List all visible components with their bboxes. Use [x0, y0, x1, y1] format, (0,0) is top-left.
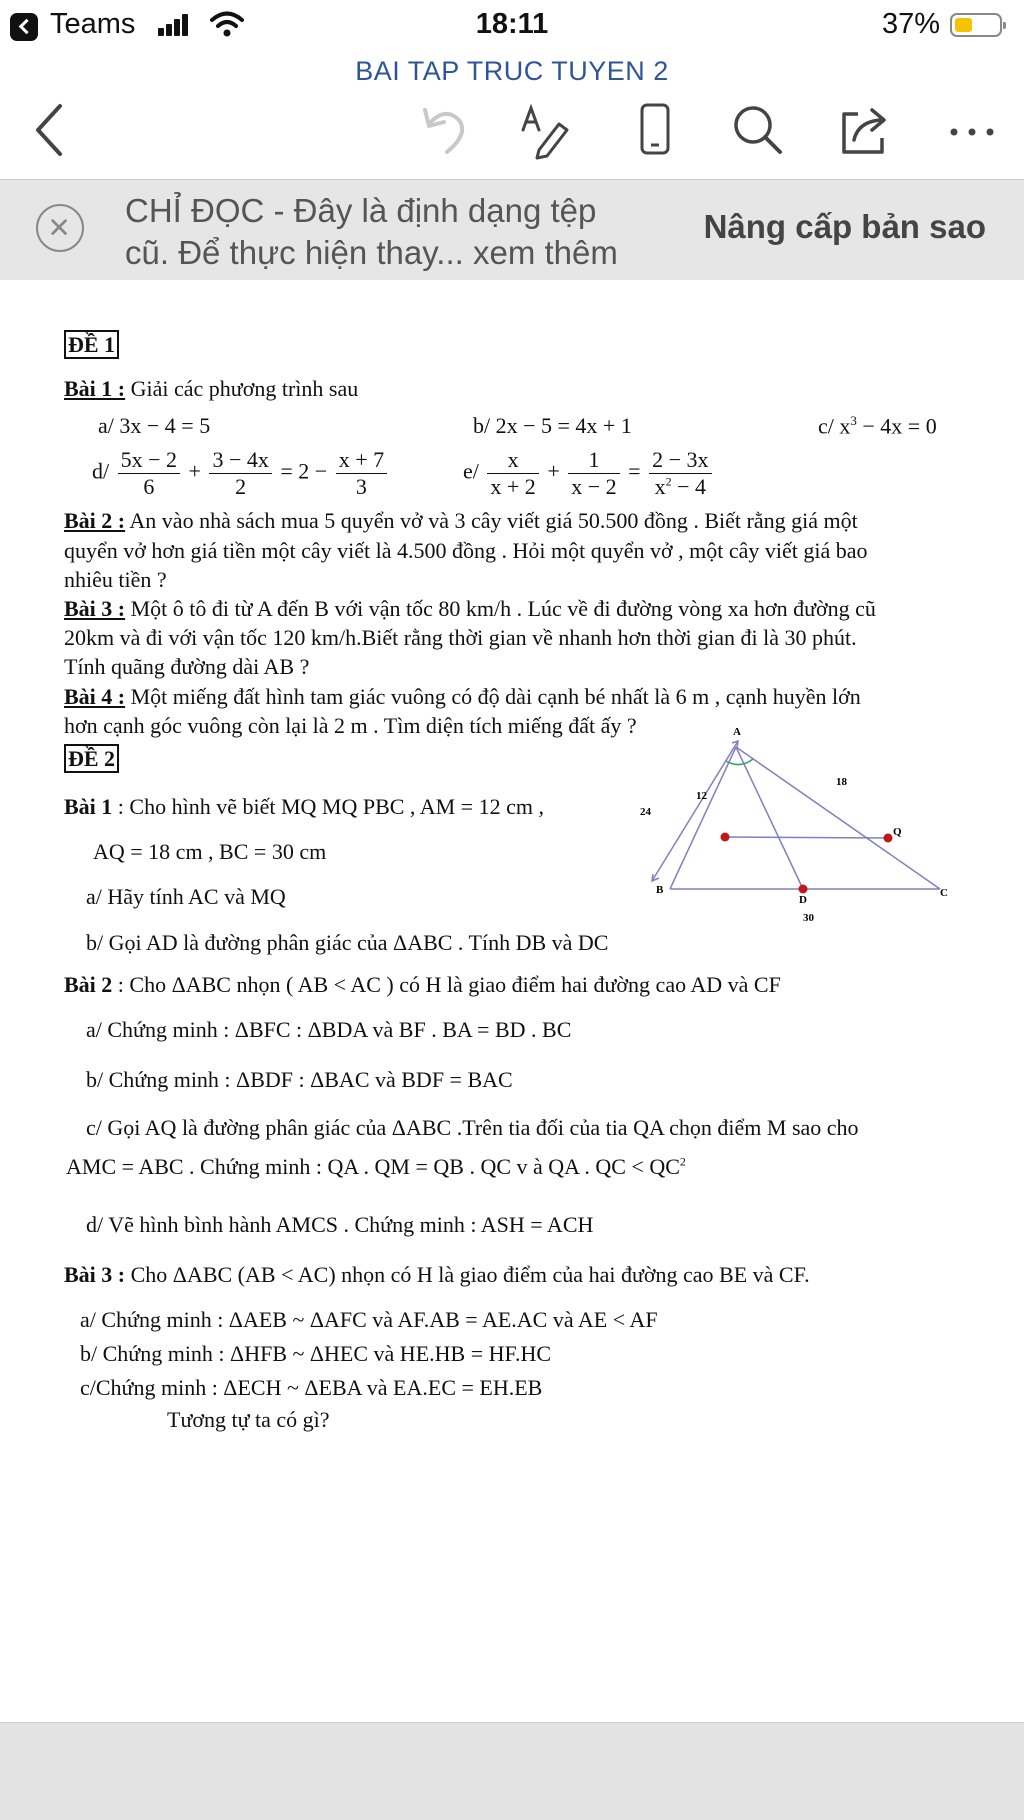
- equation-a: a/ 3x − 4 = 5: [98, 413, 211, 438]
- d2b3-b: b/ Chứng minh : ΔHFB ~ ΔHEC và HE.HB = HF.HC: [80, 1341, 552, 1366]
- mobile-view-icon[interactable]: [625, 100, 685, 160]
- label-d: D: [799, 894, 807, 906]
- d2b1-a: a/ Hãy tính AC và MQ: [86, 884, 286, 909]
- d2b2-line1: Bài 2 : Cho ΔABC nhọn ( AB < AC ) có H là giao điểm hai đường cao AD và CF: [64, 972, 781, 997]
- status-bar: [0, 0, 1024, 50]
- share-icon[interactable]: [836, 100, 896, 160]
- edit-text-icon[interactable]: [515, 100, 575, 160]
- d2b1-line1: Bài 1 : Cho hình vẽ biết MQ MQ PBC , AM = 12 cm ,: [64, 794, 544, 819]
- back-chevron-icon[interactable]: [22, 100, 82, 160]
- read-only-banner: [0, 179, 1024, 281]
- b1-label: Bài 1 :: [64, 376, 126, 401]
- label-c: C: [940, 887, 948, 899]
- b1-line: [64, 376, 358, 402]
- d2b3-c: c/Chứng minh : ΔECH ~ ΔEBA và EA.EC = EH.EB: [80, 1375, 543, 1400]
- bisector-ad: [736, 747, 803, 889]
- label-24: 24: [640, 806, 651, 818]
- b1-text: Giải các phương trình sau: [130, 376, 359, 401]
- status-time: 18:11: [475, 8, 549, 40]
- point-q: [884, 834, 893, 843]
- upgrade-copy-button[interactable]: Nâng cấp bản sao: [703, 208, 986, 245]
- banner-message-line1: CHỈ ĐỌC - Đây là định dạng tệp: [125, 192, 597, 229]
- de2-heading: ĐỀ 2: [64, 746, 119, 772]
- document-title[interactable]: BAI TAP TRUC TUYEN 2: [355, 56, 669, 86]
- segment-mq: [725, 837, 888, 838]
- d2b3-a: a/ Chứng minh : ΔAEB ~ ΔAFC và AF.AB = AE.AC và AE < AF: [80, 1307, 658, 1332]
- back-app-label[interactable]: Teams: [50, 8, 136, 40]
- b4-line1: Bài 4 : Một miếng đất hình tam giác vuông có độ dài cạnh bé nhất là 6 m , cạnh huyền lớn: [64, 684, 861, 709]
- de1-heading: ĐỀ 1: [64, 332, 119, 358]
- equation-c: c/ $x^3 - 4x = 0$: [818, 413, 937, 439]
- d2b2-a: a/ Chứng minh : ΔBFC : ΔBDA và BF . BA = BD . BC: [86, 1017, 572, 1042]
- label-b: B: [656, 884, 664, 896]
- b3-line3: Tính quãng đường dài AB ?: [64, 654, 310, 679]
- equation-b: b/ 2x − 5 = 4x + 1: [473, 413, 632, 438]
- label-q: Q: [893, 826, 902, 838]
- point-m: [721, 833, 730, 842]
- d2b3-line1: Bài 3 : Cho ΔABC (AB < AC) nhọn có H là giao điểm của hai đường cao BE và CF.: [64, 1262, 810, 1287]
- b2-line1: Bài 2 : An vào nhà sách mua 5 quyển vở và 3 cây viết giá 50.500 đồng . Biết rằng giá một: [64, 508, 858, 533]
- d2b1-line2: AQ = 18 cm , BC = 30 cm: [93, 839, 327, 864]
- banner-message[interactable]: [125, 190, 665, 274]
- label-a: A: [733, 726, 741, 738]
- bottom-area: [0, 1723, 1024, 1820]
- d2b1-b: b/ Gọi AD là đường phân giác của ΔABC . Tính DB và DC: [86, 930, 609, 955]
- b3-line2: 20km và đi với vận tốc 120 km/h.Biết rằng thời gian về nhanh hơn thời gian đi là 30 phút.: [64, 625, 857, 650]
- b4-line2: hơn cạnh góc vuông còn lại là 2 m . Tìm diện tích miếng đất ấy ?: [64, 713, 637, 738]
- b3-line1: Bài 3 : Một ô tô đi từ A đến B với vận tốc 80 km/h . Lúc về đi đường vòng xa hơn đường cũ: [64, 596, 876, 621]
- d2b2-d: d/ Vẽ hình bình hành AMCS . Chứng minh : ASH = ACH: [86, 1212, 594, 1237]
- equation-d: d/ $\frac{5x - 2}{6}$ + $\frac{3 - 4x}{2}$ = 2 − $\frac{x + 7}{3}$: [92, 447, 390, 500]
- undo-icon[interactable]: [415, 100, 475, 160]
- document-page: [0, 280, 1024, 1723]
- b2-line3: nhiêu tiền ?: [64, 567, 167, 592]
- d2b2-c1: c/ Gọi AQ là đường phân giác của ΔABC .Trên tia đối của tia QA chọn điểm M sao cho: [86, 1115, 859, 1140]
- equation-e: e/ $\frac{x}{x + 2}$ + $\frac{1}{x - 2}$ = $\frac{2 - 3x}{x^2 - 4}$: [463, 447, 715, 500]
- side-ac: [736, 747, 940, 889]
- label-18: 18: [836, 776, 847, 788]
- battery-icon: [950, 13, 1002, 37]
- d2b3-d: Tương tự ta có gì?: [167, 1407, 330, 1432]
- d2b2-b: b/ Chứng minh : ΔBDF : ΔBAC và BDF = BAC: [86, 1067, 513, 1092]
- dimension-arrow: [652, 741, 738, 881]
- triangle-figure: [640, 725, 960, 930]
- d2b2-c2: AMC = ABC . Chứng minh : QA . QM = QB . QC v à QA . QC < $QC^2$: [66, 1154, 686, 1179]
- banner-message-line2: cũ. Để thực hiện thay... xem thêm: [125, 234, 618, 271]
- b2-line2: quyển vở hơn giá tiền một cây viết là 4.500 đồng . Hỏi một quyển vở , một cây viết giá bao: [64, 538, 868, 563]
- more-options-icon[interactable]: [942, 100, 1002, 160]
- toolbar: [0, 92, 1024, 174]
- close-icon[interactable]: [36, 204, 84, 252]
- side-ab: [670, 747, 736, 889]
- battery-percentage: 37%: [881, 8, 940, 40]
- search-icon[interactable]: [728, 100, 788, 160]
- label-12: 12: [696, 790, 707, 802]
- label-30: 30: [803, 912, 814, 924]
- point-d: [799, 885, 808, 894]
